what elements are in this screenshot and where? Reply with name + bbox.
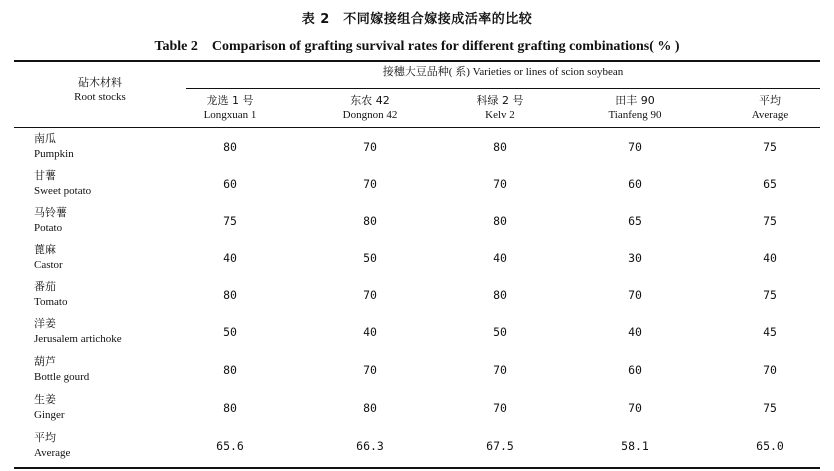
row-label <box>34 430 70 461</box>
row-label-en: Castor <box>34 259 63 271</box>
table-cell: 40 <box>763 251 777 265</box>
row-label-en: Average <box>34 447 71 459</box>
table-cell: 45 <box>763 325 777 339</box>
table-cell: 80 <box>363 214 377 228</box>
row-label-cn: 番茄 <box>34 280 56 293</box>
column-header-1 <box>170 93 290 123</box>
table-cell: 80 <box>223 401 237 415</box>
row-label <box>34 316 122 347</box>
row-label <box>34 354 89 385</box>
row-label <box>34 131 74 162</box>
scion-group-header: 接穗大豆品种( 系) Varieties or lines of scion soybean <box>382 66 624 78</box>
table-caption-cn: 表 2 不同嫁接组合嫁接成活率的比较 <box>301 12 533 27</box>
row-label <box>34 205 67 236</box>
column-header-cn: 龙选 1 号 <box>206 94 254 107</box>
table-cell: 70 <box>628 401 642 415</box>
table-cell: 70 <box>628 288 642 302</box>
row-label-cn: 葫芦 <box>34 355 56 368</box>
table-cell: 75 <box>223 214 237 228</box>
table-cell: 70 <box>493 401 507 415</box>
table-cell: 65 <box>763 177 777 191</box>
column-header-cn: 平均 <box>759 94 781 107</box>
row-label <box>34 392 65 423</box>
row-label <box>34 242 63 273</box>
table-cell: 70 <box>363 288 377 302</box>
table-cell: 65.6 <box>216 439 244 453</box>
column-header-4 <box>575 93 695 123</box>
rootstock-header-en: Root stocks <box>74 91 126 103</box>
table-cell: 70 <box>493 363 507 377</box>
table-cell: 50 <box>223 325 237 339</box>
row-label-cn: 洋姜 <box>34 317 56 330</box>
table-cell: 75 <box>763 214 777 228</box>
column-header-en: Average <box>751 109 789 121</box>
table-cell: 80 <box>223 288 237 302</box>
table-cell: 30 <box>628 251 642 265</box>
row-label-cn: 南瓜 <box>34 132 56 145</box>
rootstock-header <box>14 75 186 105</box>
column-header-en: Tianfeng 90 <box>608 109 662 121</box>
table-cell: 70 <box>363 363 377 377</box>
table-cell: 40 <box>223 251 237 265</box>
row-label-en: Potato <box>34 222 63 234</box>
table-cell: 50 <box>493 325 507 339</box>
column-header-3 <box>440 93 560 123</box>
column-header-en: Longxuan 1 <box>203 109 257 121</box>
row-label-en: Tomato <box>34 296 68 308</box>
table-cell: 50 <box>363 251 377 265</box>
header-sub-rule <box>186 88 820 89</box>
table-cell: 70 <box>628 140 642 154</box>
table-cell: 80 <box>493 214 507 228</box>
table-cell: 60 <box>628 177 642 191</box>
row-label-en: Bottle gourd <box>34 371 90 383</box>
rootstock-header-cn: 砧木材料 <box>78 76 122 89</box>
table-cell: 80 <box>493 288 507 302</box>
table-cell: 80 <box>493 140 507 154</box>
column-header-cn: 科绿 2 号 <box>476 94 524 107</box>
table-caption-en: Table 2 Comparison of grafting survival rates for different grafting combinations( % ) <box>154 39 680 54</box>
column-header-cn: 田丰 90 <box>615 94 655 107</box>
header-bottom-rule <box>14 127 820 128</box>
column-header-en: Dongnon 42 <box>342 109 398 121</box>
row-label-en: Ginger <box>34 409 65 421</box>
table-cell: 80 <box>223 363 237 377</box>
column-header-en: Kelv 2 <box>485 109 515 121</box>
column-header-cn: 东农 42 <box>350 94 390 107</box>
table-cell: 80 <box>363 401 377 415</box>
row-label-cn: 蓖麻 <box>34 243 56 256</box>
bottom-rule <box>14 467 820 469</box>
table-cell: 65.0 <box>756 439 784 453</box>
table-cell: 75 <box>763 288 777 302</box>
table-cell: 40 <box>363 325 377 339</box>
table-cell: 80 <box>223 140 237 154</box>
table-cell: 70 <box>363 140 377 154</box>
row-label <box>34 279 67 310</box>
row-label-cn: 平均 <box>34 431 56 444</box>
table-cell: 70 <box>493 177 507 191</box>
table-cell: 60 <box>223 177 237 191</box>
table-cell: 65 <box>628 214 642 228</box>
column-header-2 <box>310 93 430 123</box>
column-header-5 <box>710 93 830 123</box>
table-cell: 60 <box>628 363 642 377</box>
row-label-en: Pumpkin <box>34 148 74 160</box>
row-label-cn: 马铃薯 <box>34 206 67 219</box>
row-label <box>34 168 91 199</box>
table-cell: 40 <box>628 325 642 339</box>
row-label-en: Sweet potato <box>34 185 92 197</box>
table-cell: 66.3 <box>356 439 384 453</box>
table-cell: 75 <box>763 401 777 415</box>
table-cell: 70 <box>763 363 777 377</box>
table-cell: 58.1 <box>621 439 649 453</box>
row-label-cn: 生姜 <box>34 393 56 406</box>
top-rule <box>14 60 820 62</box>
table-cell: 75 <box>763 140 777 154</box>
table-cell: 70 <box>363 177 377 191</box>
row-label-cn: 甘薯 <box>34 169 56 182</box>
table-cell: 67.5 <box>486 439 514 453</box>
table-cell: 40 <box>493 251 507 265</box>
row-label-en: Jerusalem artichoke <box>34 333 122 345</box>
